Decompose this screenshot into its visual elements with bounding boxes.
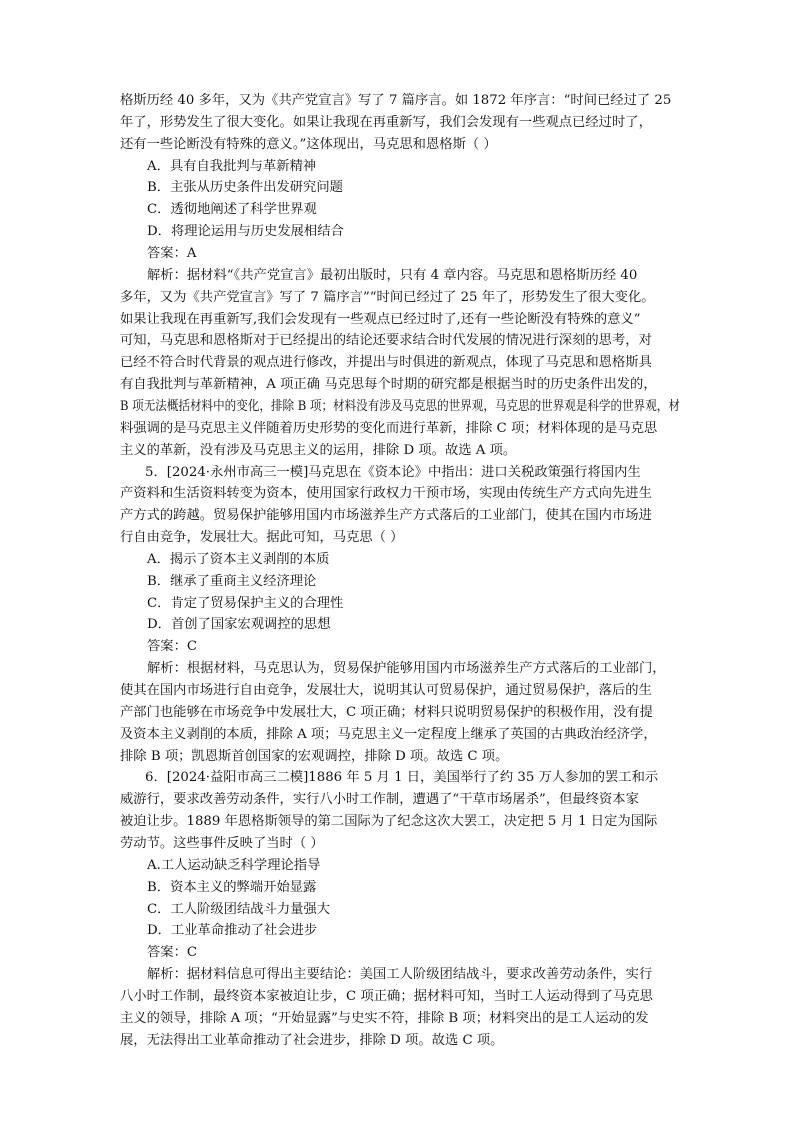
- text-line: 料强调的是马克思主义伴随着历史形势的变化而进行革新，排除 C 项；材料体现的是马克思: [120, 420, 658, 436]
- text-line: C．透彻地阐述了科学世界观: [147, 202, 317, 218]
- text-line: 主义的革新，没有涉及马克思主义的运用，排除 D 项。故选 A 项。: [120, 442, 517, 458]
- text-line: 主义的领导，排除 A 项；“开始显露”与史实不符，排除 B 项；材料突出的是工人运动的发: [120, 1010, 649, 1026]
- text-line: A．具有自我批判与革新精神: [147, 158, 317, 174]
- text-line: 展，无法得出工业革命推动了社会进步，排除 D 项。故选 C 项。: [120, 1032, 504, 1048]
- text-line: 6．[2024·益阳市高三二模]1886 年 5 月 1 日，美国举行了约 35 万人参加的罢工和示: [145, 770, 659, 786]
- text-line: 如果让我现在再重新写,我们会发现有一些观点已经过时了,还有一些论断没有特殊的意义”: [120, 311, 641, 327]
- text-line: D．首创了国家宏观调控的思想: [147, 617, 331, 633]
- text-line: 还有一些论断没有特殊的意义。”这体现出，马克思和恩格斯（ ）: [120, 136, 497, 152]
- text-line: 及资本主义剥削的本质，排除 A 项；马克思主义一定程度上继承了英国的古典政治经济学，: [120, 726, 657, 742]
- text-line: 使其在国内市场进行自由竞争，发展壮大，说明其认可贸易保护，通过贸易保护，落后的生: [120, 683, 652, 698]
- text-line: 答案：C: [147, 639, 198, 655]
- text-line: 可知，马克思和恩格斯对于已经提出的结论还要求结合时代发展的情况进行深刻的思考，对: [120, 333, 652, 349]
- text-line: 解析：据材料“《共产党宣言》最初出版时，只有 4 章内容。马克思和恩格斯历经 40: [147, 267, 638, 283]
- text-line: 有自我批判与革新精神，A 项正确 马克思每个时期的研究都是根据当时的历史条件出发的，: [120, 377, 657, 393]
- text-line: B．主张从历史条件出发研究问题: [147, 180, 343, 196]
- text-line: 威游行，要求改善劳动条件，实行八小时工作制，遭遇了“干草市场屠杀”，但最终资本家: [120, 792, 639, 808]
- text-line: 产资料和生活资料转变为资本，使用国家行政权力干预市场，实现由传统生产方式向先进生: [120, 486, 652, 502]
- text-line: 已经不符合时代背景的观点进行修改，并提出与时俱进的新观点，体现了马克思和恩格斯具: [120, 355, 652, 371]
- text-line: A．揭示了资本主义剥削的本质: [147, 551, 330, 567]
- text-line: 多年，又为《共产党宣言》写了 7 篇序言”“时间已经过了 25 年了，形势发生了很大变化。: [120, 289, 655, 305]
- text-line: 八小时工作制，最终资本家被迫让步，C 项正确；据材料可知，当时工人运动得到了马克思: [120, 988, 653, 1004]
- text-line: 5．[2024·永州市高三一模]马克思在《资本论》中指出：进口关税政策强行将国内生: [145, 464, 641, 480]
- text-line: 解析：据材料信息可得出主要结论：美国工人阶级团结战斗，要求改善劳动条件，实行: [147, 967, 653, 982]
- text-line: A.工人运动缺乏科学理论指导: [147, 857, 321, 873]
- text-line: 产方式的跨越。贸易保护能够用国内市场滋养生产方式落后的工业部门，使其在国内市场进: [120, 508, 652, 524]
- text-line: 格斯历经 40 多年，又为《共产党宣言》写了 7 篇序言。如 1872 年序言：“时间已经过了 25: [120, 93, 672, 108]
- text-line: B 项无法概括材料中的变化，排除 B 项；材料没有涉及马克思的世界观，马克思的世界观是科学的世界观，材: [120, 398, 680, 414]
- text-line: 答案：A: [147, 246, 197, 261]
- text-line: 年了，形势发生了很大变化。如果让我现在再重新写，我们会发现有一些观点已经过时了，: [120, 114, 652, 130]
- text-line: B．继承了重商主义经济理论: [147, 573, 317, 589]
- text-line: 产部门也能够在市场竞争中发展壮大，C 项正确；材料只说明贸易保护的积极作用，没有提: [120, 704, 653, 720]
- text-line: 答案：C: [147, 945, 198, 961]
- text-line: C．工人阶级团结战斗力量强大: [147, 901, 331, 917]
- text-line: D．将理论运用与历史发展相结合: [147, 224, 344, 240]
- text-line: D．工业革命推动了社会进步: [147, 923, 318, 939]
- text-line: C．肯定了贸易保护主义的合理性: [147, 595, 344, 611]
- text-line: 排除 B 项；凯恩斯首创国家的宏观调控，排除 D 项。故选 C 项。: [120, 748, 509, 764]
- text-line: 行自由竞争，发展壮大。据此可知，马克思（ ）: [120, 530, 404, 545]
- text-line: B．资本主义的弊端开始显露: [147, 879, 317, 895]
- text-line: 解析：根据材料，马克思认为，贸易保护能够用国内市场滋养生产方式落后的工业部门，: [147, 661, 666, 677]
- text-line: 劳动节。这些事件反映了当时（ ）: [120, 835, 324, 851]
- text-line: 被迫让步。1889 年恩格斯领导的第二国际为了纪念这次大罢工，决定把 5 月 1 日定为国际: [120, 814, 658, 830]
